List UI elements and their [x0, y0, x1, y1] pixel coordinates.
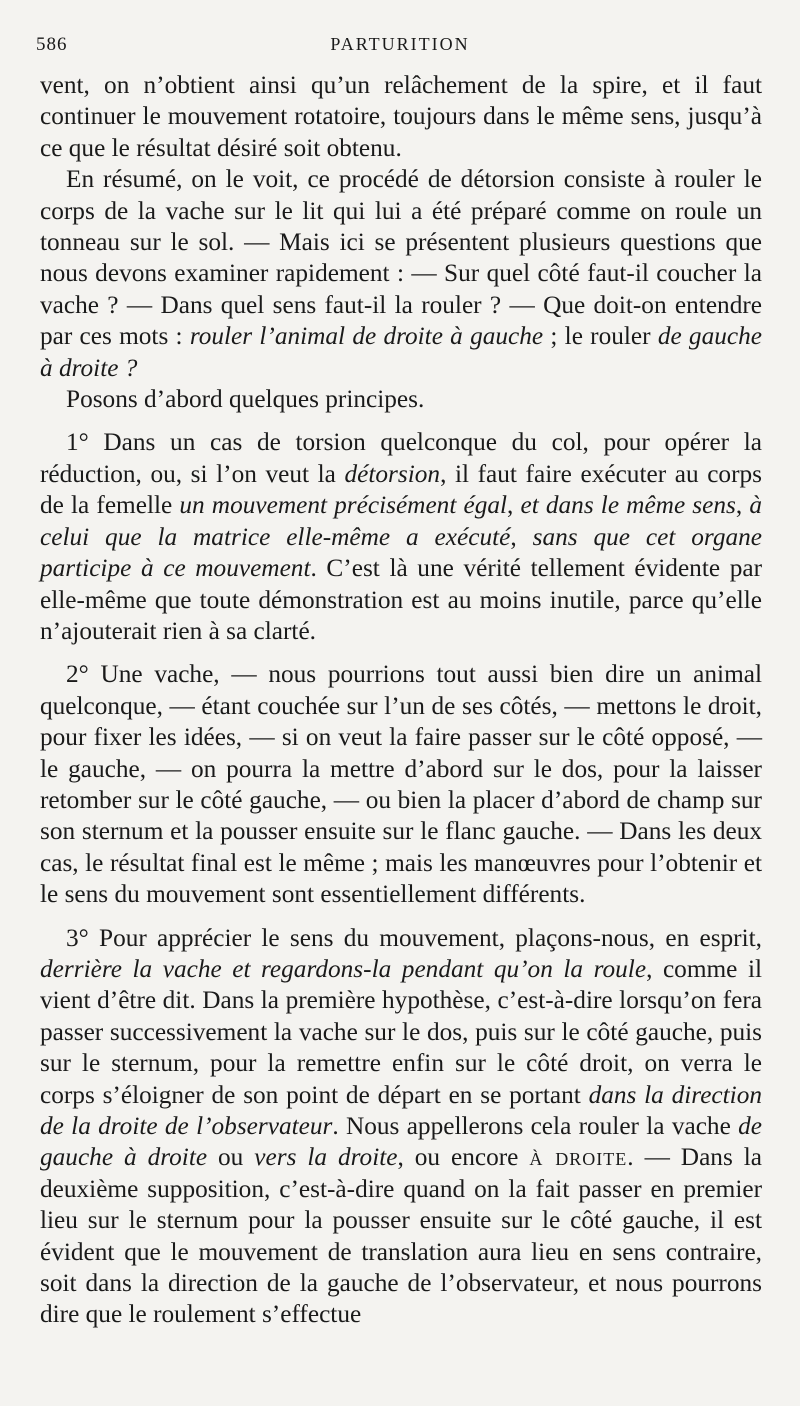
italic-text: vers la droite: [254, 1143, 398, 1172]
italic-text: rouler l’animal de droite à gauche: [189, 322, 544, 351]
small-caps-text: à droite: [529, 1143, 628, 1172]
italic-text: derrière la vache et regardons-la pendant qu’on la roule: [40, 954, 647, 983]
text-run: ou: [207, 1143, 255, 1172]
paragraph: [40, 427, 762, 647]
page-header: [36, 34, 764, 58]
text-run: , ou encore: [397, 1143, 530, 1172]
text-run: , comme il vient d’être dit. Dans la première hypothèse, c’est-à-dire lorsqu’on fera passer successivement la vache sur le dos, puis sur le côté gauche, puis sur le sternum, pour la remettre enfin sur le côté droit, on verra le corps s’éloigner de son point de départ en se portant: [40, 954, 762, 1109]
italic-text: un mouvement précisément égal: [179, 491, 508, 520]
italic-text: à celui que la matrice elle-même a exécuté: [40, 491, 762, 551]
paragraph: [40, 164, 762, 384]
text-run: ; le rouler: [543, 322, 658, 351]
text-run: vent, on n’obtient ainsi qu’un relâchement de la spire, et il faut continuer le mouvement rotatoire, toujours dans le même sens, jusqu’à ce que le résultat désiré soit obtenu.: [40, 71, 762, 162]
text-run: . Nous appellerons cela rouler la vache: [332, 1112, 739, 1140]
italic-text: de gauche à droite ?: [40, 322, 762, 382]
text-run: . C’est là une vérité tellement évidente par elle-même que toute démonstration est au moins inutile, parce qu’elle n’ajouterait rien à sa clarté.: [40, 554, 762, 645]
text-run: 2° Une vache, — nous pourrions tout aussi bien dire un animal quelconque, — étant couchée sur l’un de ses côtés, — mettons le droit, pour fixer les idées, — si on veut la faire passer sur le côté opposé, — le gauche, — on pourra la mettre d’abord sur le dos, pour la laisser retomber sur le côté gauche, — ou bien la placer d’abord de champ sur son sternum et la pousser ensuite sur le flanc gauche. — Dans les deux cas, le résultat final est le même ; mais les manœuvres pour l’obtenir et le sens du mouvement sont essentiellement différents.: [40, 660, 762, 909]
paragraph: [40, 659, 762, 910]
text-run: En résumé, on le voit, ce procédé de détorsion consiste à rouler le corps de la vache sur le lit qui lui a été préparé comme on roule un tonneau sur le sol. — Mais ici se présentent plusieurs questions que nous devons examiner rapidement : — Sur quel côté faut-il coucher la vache ? — Dans quel sens faut-il la rouler ? — Que doit-on entendre par ces mots :: [40, 165, 762, 351]
paragraph: [40, 384, 762, 415]
text-run: 1° Dans un cas de torsion quelconque du col, pour opérer la réduction, ou, si l’on veut la: [40, 428, 762, 488]
italic-text: et dans le même sens: [520, 491, 736, 520]
running-head: PARTURITION: [330, 34, 470, 54]
text-run: ,: [510, 522, 533, 551]
text-run: ,: [507, 491, 521, 520]
body-text: [40, 70, 762, 1331]
italic-text: dans la direction de la droite de l’observateur: [40, 1080, 763, 1140]
paragraph: [40, 70, 762, 164]
italic-text: de gauche à droite: [40, 1112, 762, 1172]
text-run: 3° Pour apprécier le sens du mouvement, plaçons-nous, en esprit,: [66, 923, 762, 952]
page-number: 586: [36, 34, 68, 55]
text-run: ,: [735, 491, 750, 520]
text-run: , il faut faire exécuter au corps de la femelle: [40, 459, 762, 520]
italic-text: détorsion: [344, 459, 441, 488]
paragraph: [40, 923, 762, 1331]
italic-text: sans que cet organe participe à ce mouvement: [40, 522, 762, 583]
text-run: Posons d’abord quelques principes.: [66, 385, 425, 414]
text-run: . — Dans la deuxième supposition, c’est-à-dire quand on la fait passer en premier lieu sur le sternum pour la pousser ensuite sur le côté gauche, il est évident que le mouvement de translation aura lieu en sens contraire, soit dans la direction de la gauche de l’observateur, et nous pourrons dire que le roulement s’effectue: [40, 1143, 763, 1329]
